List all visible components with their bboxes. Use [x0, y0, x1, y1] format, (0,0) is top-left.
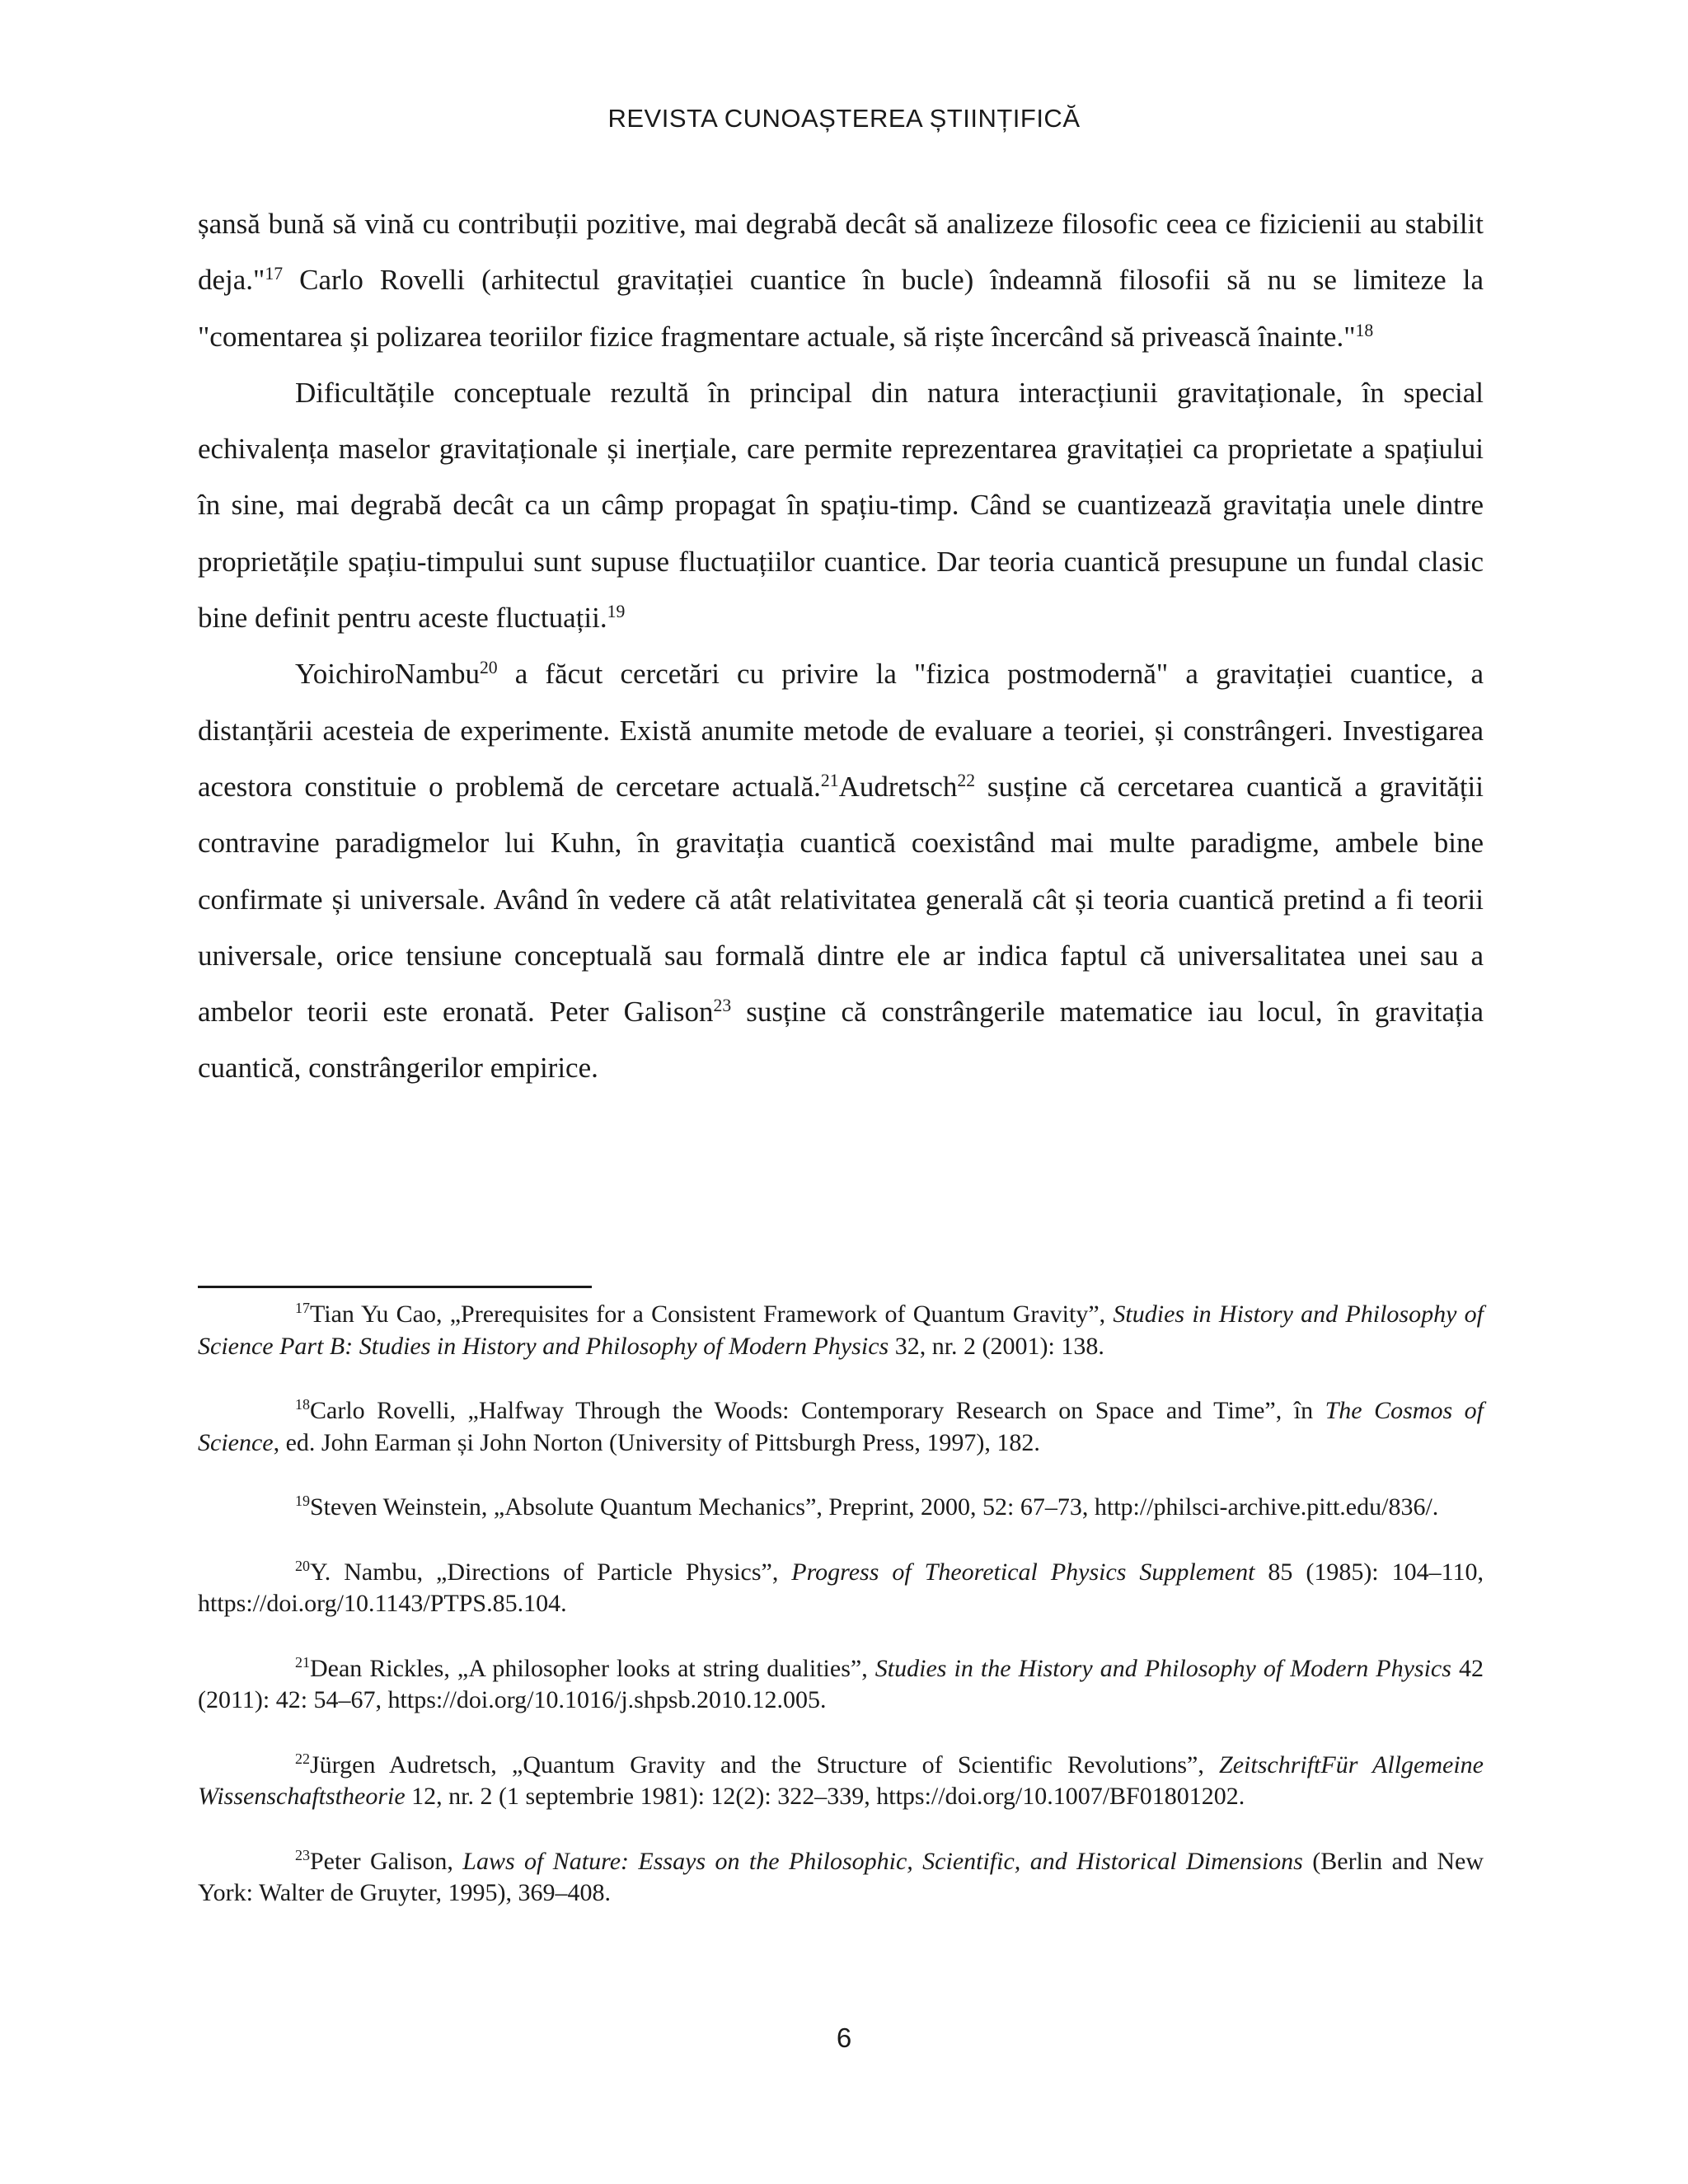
footnote-23	[198, 1846, 1484, 1910]
footnote-text: (Berlin and New York: Walter de Gruyter, 1995), 369–408.	[198, 1847, 1484, 1906]
footnote-text: Steven Weinstein, „Absolute Quantum Mechanics”, Preprint, 2000, 52: 67–73, http://philsci-archive.pitt.edu/836/.	[310, 1493, 1439, 1521]
footnote-text: 12, nr. 2 (1 septembrie 1981): 12(2): 322–339, https://doi.org/10.1007/BF01801202.	[405, 1783, 1245, 1810]
footnote-separator	[198, 1286, 592, 1288]
footnote-21	[198, 1653, 1484, 1717]
footnote-ref-21[interactable]: 21	[820, 771, 839, 791]
footnote-text: Tian Yu Cao, „Prerequisites for a Consistent Framework of Quantum Gravity”,	[310, 1301, 1114, 1328]
footnote-ref-17[interactable]: 17	[265, 264, 284, 284]
footnote-title: ZeitschriftFür Allgemeine Wissenschaftstheorie	[198, 1750, 1484, 1810]
main-text	[198, 196, 1484, 1097]
footnote-title: Laws of Nature: Essays on the Philosophic, Scientific, and Historical Dimensions	[462, 1847, 1303, 1875]
footnote-number: 21	[295, 1653, 310, 1671]
footnote-number: 22	[295, 1750, 310, 1767]
footnote-text: 42 (2011): 42: 54–67, https://doi.org/10.1016/j.shpsb.2010.12.005.	[198, 1654, 1484, 1713]
footnote-number: 23	[295, 1846, 310, 1863]
paragraph-text: a făcut cercetări cu privire la "fizica postmodernă" a gravitației cuantice, a distanțării acesteia de experimente. Există anumite metode de evaluare a teoriei, și constrângeri. Investigarea acestora constituie o problemă de cercetare actuală.	[198, 658, 1484, 803]
paragraph-text: Audretsch	[838, 770, 958, 803]
footnote-title: The Cosmos of Science	[198, 1397, 1484, 1456]
paragraph-text: șansă bună să vină cu contribuții pozitive, mai degrabă decât să analizeze filosofic ceea ce fizicienii au stabilit deja."	[198, 208, 1484, 297]
footnote-ref-19[interactable]: 19	[607, 602, 626, 622]
footnotes	[198, 1299, 1484, 1943]
footnote-ref-18[interactable]: 18	[1355, 320, 1374, 340]
footnote-number: 19	[295, 1493, 310, 1510]
footnote-title: Studies in the History and Philosophy of Modern Physics	[874, 1654, 1451, 1682]
footnote-title: Progress of Theoretical Physics Supplement	[791, 1558, 1255, 1586]
paragraph-text: susține că constrângerile matematice iau locul, în gravitația cuantică, constrângerilor empirice.	[198, 996, 1484, 1085]
paragraph-text: Dificultățile conceptuale rezultă în principal din natura interacțiunii gravitaționale, în special echivalența maselor gravitaționale și inerțiale, care permite reprezentarea gravitației ca proprietate a spațiului în sine, mai degrabă decât ca un câmp propagat în spațiu-timp. Când se cuantizează gravitația unele dintre proprietățile spațiu-timpului sunt supuse fluctuațiilor cuantice. Dar teoria cuantică presupune un fundal clasic bine definit pentru aceste fluctuații.	[198, 376, 1484, 635]
footnote-text: Jürgen Audretsch, „Quantum Gravity and the Structure of Scientific Revolutions”,	[310, 1750, 1220, 1779]
footnote-number: 20	[295, 1557, 310, 1574]
footnote-22	[198, 1750, 1484, 1813]
running-header: REVISTA CUNOAȘTEREA ȘTIINȚIFICĂ	[607, 104, 1081, 133]
footnote-text: Carlo Rovelli, „Halfway Through the Woods: Contemporary Research on Space and Time”, în	[310, 1397, 1325, 1424]
footnote-18	[198, 1395, 1484, 1459]
footnote-17	[198, 1299, 1484, 1362]
footnote-text: Y. Nambu, „Directions of Particle Physics”,	[310, 1558, 792, 1586]
footnote-ref-22[interactable]: 22	[957, 771, 976, 791]
paragraph-2	[198, 365, 1484, 646]
paragraph-text: susține că cercetarea cuantică a gravității contravine paradigmelor lui Kuhn, în gravitația cuantică coexistând mai multe paradigme, ambele bine confirmate și universale. Având în vedere că atât relativitatea generală cât și teoria cuantică pretind a fi teorii universale, orice tensiune conceptuală sau formală dintre ele ar indica faptul că universalitatea unei sau a ambelor teorii este eronată. Peter Galison	[198, 770, 1484, 1029]
footnote-ref-20[interactable]: 20	[479, 658, 498, 678]
footnote-20	[198, 1557, 1484, 1620]
footnote-text: Peter Galison,	[310, 1847, 463, 1875]
footnote-19	[198, 1492, 1484, 1524]
footnote-title: Studies in History and Philosophy of Science Part B: Studies in History and Philosophy of Modern Physics	[198, 1301, 1484, 1360]
footnote-text: Dean Rickles, „A philosopher looks at string dualities”,	[310, 1654, 875, 1682]
footnote-ref-23[interactable]: 23	[713, 996, 732, 1016]
paragraph-1	[198, 196, 1484, 365]
paragraph-3	[198, 646, 1484, 1096]
page-number: 6	[836, 2022, 852, 2053]
footnote-number: 18	[295, 1396, 310, 1413]
paragraph-text: Carlo Rovelli (arhitectul gravitației cuantice în bucle) îndeamnă filosofii să nu se limiteze la "comentarea și polizarea teoriilor fizice fragmentare actuale, să riște încercând să privească înainte."	[198, 264, 1484, 353]
paragraph-text: YoichiroNambu	[295, 658, 480, 691]
footnote-text: 32, nr. 2 (2001): 138.	[889, 1332, 1104, 1360]
footnote-text: , ed. John Earman și John Norton (University of Pittsburgh Press, 1997), 182.	[273, 1428, 1040, 1456]
footnote-number: 17	[295, 1300, 310, 1317]
footnote-text: 85 (1985): 104–110, https://doi.org/10.1143/PTPS.85.104.	[198, 1558, 1484, 1617]
